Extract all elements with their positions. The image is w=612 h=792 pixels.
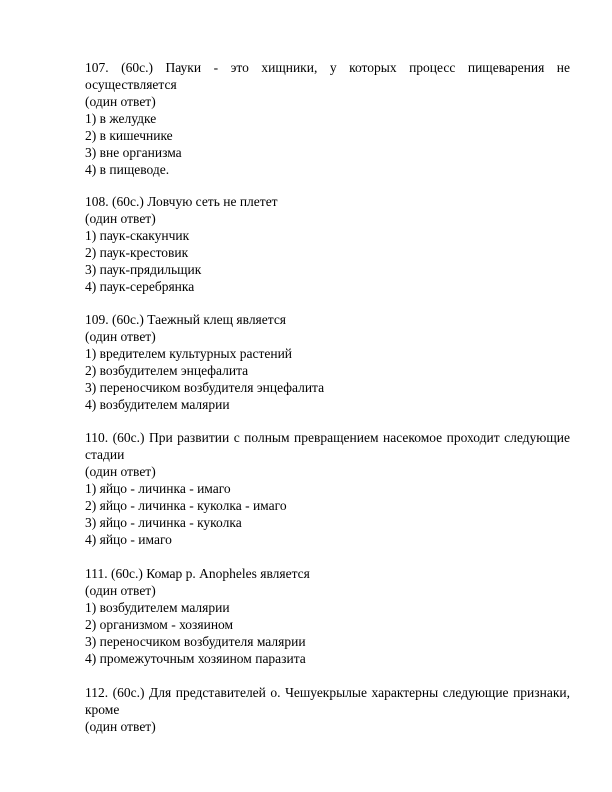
answer-mode: (один ответ) bbox=[85, 719, 156, 734]
answer-option: 1) возбудителем малярии bbox=[85, 600, 230, 615]
question-107 bbox=[85, 59, 570, 178]
answer-mode: (один ответ) bbox=[85, 464, 156, 479]
answer-option: 1) паук-скакунчик bbox=[85, 228, 190, 243]
answer-option: 3) переносчиком возбудителя малярии bbox=[85, 634, 306, 649]
answer-option: 3) переносчиком возбудителя энцефалита bbox=[85, 380, 325, 395]
answer-mode: (один ответ) bbox=[85, 329, 156, 344]
answer-mode: (один ответ) bbox=[85, 94, 156, 109]
question-108 bbox=[85, 193, 570, 295]
answer-option: 3) яйцо - личинка - куколка bbox=[85, 515, 242, 530]
answer-option: 1) вредителем культурных растений bbox=[85, 346, 293, 361]
answer-mode: (один ответ) bbox=[85, 583, 156, 598]
answer-mode: (один ответ) bbox=[85, 211, 156, 226]
answer-option: 4) промежуточным хозяином паразита bbox=[85, 651, 306, 666]
answer-option: 3) вне организма bbox=[85, 145, 182, 160]
answer-option: 2) возбудителем энцефалита bbox=[85, 363, 249, 378]
answer-option: 1) в желудке bbox=[85, 111, 157, 126]
question-109 bbox=[85, 311, 570, 413]
question-text: 107. (60с.) Пауки - это хищники, у которых процесс пищеварения не осуществляется bbox=[85, 60, 570, 92]
answer-option: 2) паук-крестовик bbox=[85, 245, 189, 260]
answer-option: 3) паук-прядильщик bbox=[85, 262, 202, 277]
answer-option: 4) паук-серебрянка bbox=[85, 279, 195, 294]
question-text: 110. (60с.) При развитии с полным превращением насекомое проходит следующие стадии bbox=[85, 430, 570, 462]
question-text: 108. (60с.) Ловчую сеть не плетет bbox=[85, 194, 278, 209]
answer-option: 4) возбудителем малярии bbox=[85, 397, 230, 412]
answer-option: 2) яйцо - личинка - куколка - имаго bbox=[85, 498, 287, 513]
question-text: 111. (60с.) Комар р. Anopheles является bbox=[85, 566, 310, 581]
question-text: 112. (60с.) Для представителей о. Чешуекрылые характерны следующие признаки, кроме bbox=[85, 685, 570, 717]
question-112 bbox=[85, 684, 570, 735]
answer-option: 2) в кишечнике bbox=[85, 128, 173, 143]
question-text: 109. (60с.) Таежный клещ является bbox=[85, 312, 287, 327]
question-111 bbox=[85, 565, 570, 667]
answer-option: 1) яйцо - личинка - имаго bbox=[85, 481, 231, 496]
answer-option: 4) в пищеводе. bbox=[85, 162, 170, 177]
question-110 bbox=[85, 429, 570, 548]
answer-option: 4) яйцо - имаго bbox=[85, 532, 172, 547]
answer-option: 2) организмом - хозяином bbox=[85, 617, 234, 632]
